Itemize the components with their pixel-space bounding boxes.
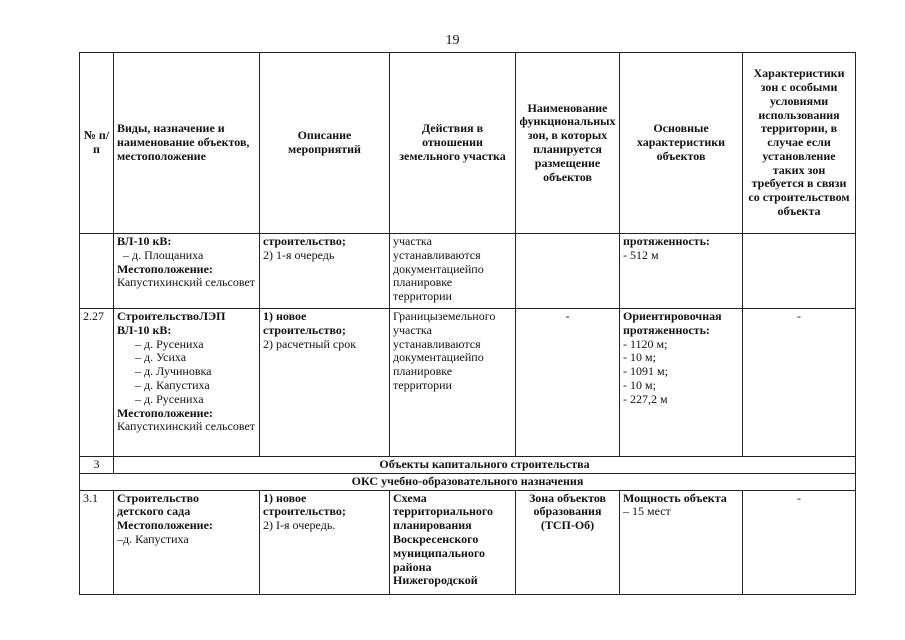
cell-num: 3 — [80, 457, 114, 474]
line: ВЛ-10 кВ: — [117, 234, 172, 248]
section-title: Объекты капитального строительства — [114, 457, 856, 474]
length-item: - 10 м; — [623, 377, 656, 392]
cell-zones — [516, 490, 620, 594]
village-item: – д. Усиха — [135, 350, 187, 365]
word: Границы — [393, 309, 438, 323]
line: – 15 мест — [623, 504, 671, 519]
table-row — [80, 309, 856, 457]
word: земельного — [437, 309, 496, 323]
line: протяженность: — [623, 234, 710, 248]
line: - 512 м — [623, 247, 659, 262]
line: строительство; — [263, 504, 346, 519]
header-num: № п/п — [80, 53, 114, 234]
line: – д. Площаниха — [123, 247, 204, 262]
line: муниципального — [393, 545, 485, 560]
cell-zones: - — [516, 309, 620, 457]
line: района — [393, 559, 432, 574]
cell-num: 2.27 — [80, 309, 114, 457]
word: Строительство — [117, 309, 200, 323]
cell-special: - — [743, 309, 856, 457]
line: 2) 1-я очередь — [263, 247, 335, 262]
line: 2) расчетный срок — [263, 336, 357, 351]
word: документацией — [393, 350, 472, 365]
cell-chars — [620, 234, 743, 309]
line: Местоположение: — [117, 261, 213, 276]
line: участка — [393, 234, 432, 248]
line — [393, 310, 512, 324]
village-item: – д. Капустиха — [135, 377, 210, 392]
length-item: - 10 м; — [623, 350, 656, 365]
line: Ориентировочная — [623, 309, 722, 323]
line: 1) новое — [263, 490, 307, 505]
header-desc: Описание мероприятий — [260, 53, 390, 234]
cell-actions — [390, 234, 516, 309]
cell-special — [743, 234, 856, 309]
subsection-row — [80, 473, 856, 490]
header-chars: Основные характеристики объектов — [620, 53, 743, 234]
village-item: – д. Русениха — [135, 336, 204, 351]
word: ЛЭП — [199, 309, 226, 323]
cell-chars — [620, 309, 743, 457]
line — [393, 263, 512, 277]
village-item: – д. Лучиновка — [135, 364, 212, 379]
line: Местоположение: — [117, 405, 213, 420]
cell-special: - — [743, 490, 856, 594]
line: Зона объектов — [528, 490, 607, 505]
line: Нижегородской — [393, 573, 478, 588]
table-row — [80, 234, 856, 309]
header-actions: Действия в отношении земельного участка — [390, 53, 516, 234]
cell-chars — [620, 490, 743, 594]
cell-zones — [516, 234, 620, 309]
line: участка — [393, 322, 432, 337]
cell-types — [114, 309, 260, 457]
cell-num: 3.1 — [80, 490, 114, 594]
line: устанавливаются — [393, 336, 481, 351]
line: Строительство — [117, 490, 200, 505]
line: Схема — [393, 490, 427, 505]
length-item: - 1120 м; — [623, 336, 668, 351]
cell-actions — [390, 309, 516, 457]
header-special: Характеристики зон с особыми условиями использования территории, в случае если установление таких зон требуется в связи со строительством объекта — [743, 53, 856, 234]
line: территории — [393, 377, 452, 392]
line: (ТСП-Об) — [540, 518, 595, 533]
line: ВЛ-10 кВ: — [117, 322, 172, 337]
header-zones: Наименование функциональных зон, в которых планируется размещение объектов — [516, 53, 620, 234]
page-number: 19 — [445, 33, 460, 48]
line: строительство; — [263, 234, 346, 248]
header-types: Виды, назначение и наименование объектов, местоположение — [114, 53, 260, 234]
word: по — [471, 350, 484, 365]
line: Местоположение: — [117, 518, 213, 533]
line: протяженность: — [623, 322, 710, 337]
line: Капустихинский сельсовет — [117, 419, 256, 434]
line — [393, 351, 512, 365]
line: –д. Капустиха — [117, 531, 189, 546]
section-row — [80, 457, 856, 474]
cell-desc — [260, 234, 390, 309]
length-item: - 227,2 м — [623, 391, 668, 406]
line: устанавливаются — [393, 247, 481, 262]
line: территории — [393, 289, 452, 304]
line: планировке — [393, 364, 453, 379]
line: планирования — [393, 518, 472, 533]
line: Воскресенского — [393, 531, 479, 546]
line — [117, 310, 256, 324]
cell-desc — [260, 309, 390, 457]
line: 2) I-я очередь. — [263, 518, 336, 533]
header-row — [80, 53, 856, 234]
line: Капустихинский сельсовет — [117, 275, 256, 290]
planning-table — [79, 52, 856, 595]
cell-types — [114, 490, 260, 594]
line: образования — [533, 504, 602, 519]
subsection-title: ОКС учебно-образовательного назначения — [80, 473, 856, 490]
length-item: - 1091 м; — [623, 364, 668, 379]
cell-desc — [260, 490, 390, 594]
line: строительство; — [263, 322, 346, 337]
line: планировке — [393, 275, 453, 290]
cell-num — [80, 234, 114, 309]
line: детского сада — [117, 504, 191, 519]
village-item: – д. Русениха — [135, 391, 204, 406]
table-row — [80, 490, 856, 594]
cell-types — [114, 234, 260, 309]
line: Мощность объекта — [623, 490, 727, 505]
cell-actions — [390, 490, 516, 594]
line: 1) новое — [263, 309, 307, 323]
word: по — [471, 261, 484, 276]
word: документацией — [393, 261, 472, 276]
line: территориального — [393, 504, 494, 519]
